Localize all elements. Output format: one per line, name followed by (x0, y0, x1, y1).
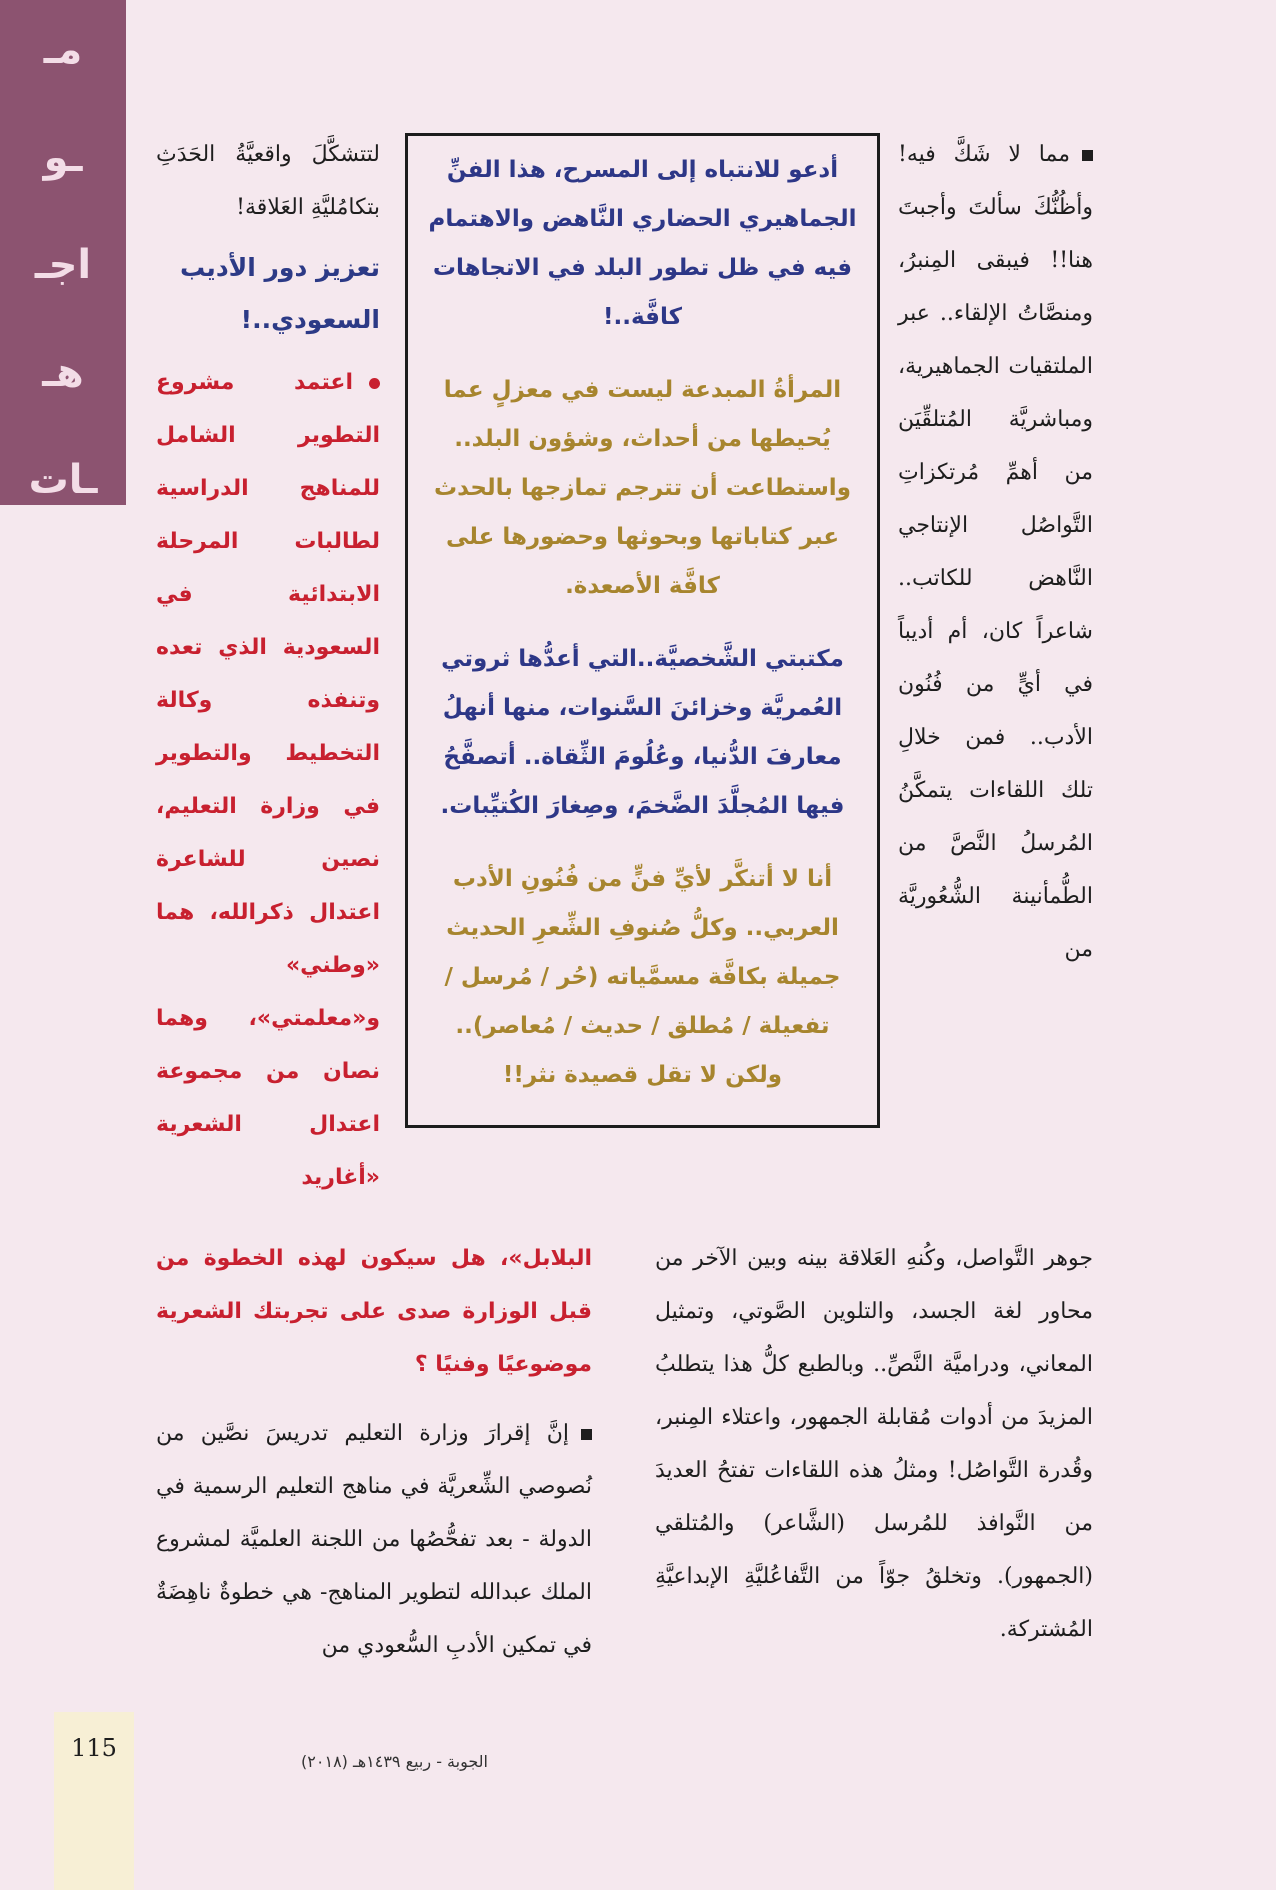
square-bullet-icon (1082, 150, 1093, 161)
section-heading: تعزيز دور الأديب السعودي..! (179, 253, 380, 334)
section-letter: اجـ (34, 242, 92, 288)
quote-women: المرأةُ المبدعة ليست في معزلٍ عما يُحيطها من أحداث، وشؤون البلد.. واستطاعت أن تترجم تمازجها بالحدث عبر كتاباتها وبحوثها وحضورها على كافَّة الأصعدة. (434, 377, 851, 599)
interview-question: اعتمد مشروع التطوير الشامل للمناهج الدراسية لطالبات المرحلة الابتدائية في السعودية الذي تعده وتنفذه وكالة التخطيط والتطوير في وزارة التعليم، نصين للشاعرة اعتدال ذكرالله، هما «وطني» و«معلمتي»، وهما نصان من مجموعة اعتدال الشعرية «أغاريد (156, 370, 380, 1190)
issue-info: الجوبة - ربيع ١٤٣٩هـ (٢٠١٨) (301, 1752, 488, 1771)
right-column-text: مما لا شَكَّ فيه! وأظُنُّكَ سألتَ وأجبتَ هنا!! فيبقى المِنبرُ، ومنصَّاتُ الإلقاء.. عبر الملتقيات الجماهيرية، ومباشريَّة المُتلقِّيَن من أهمِّ مُرتكزاتِ التَّواصُل الإنتاجي النَّاهض للكاتب.. شاعراً كان، أم أديباً في أيٍّ من فُنُون الأدب.. فمن خلالِ تلك اللقاءات يتمكَّنُ المُرسلُ النَّصَّ من الطُّمأنينة الشُّعُوريَّة من (898, 142, 1093, 962)
right-column (898, 128, 1093, 976)
section-letter: ـو (43, 134, 83, 181)
section-letter: مـ (43, 27, 83, 73)
interview-answer: إنَّ إقرارَ وزارة التعليم تدريسَ نصَّين من نُصوصي الشِّعريَّة في مناهج التعليم الرسمية في الدولة - بعد تفحُّصُها من اللجنة العلميَّة لمشروع الملك عبدالله لتطوير المناهج- هي خطوةٌ ناهِضَةٌ في تمكين الأدبِ السُّعودي من (156, 1421, 592, 1658)
page-number: 115 (71, 1734, 117, 1762)
section-letter: هـ (42, 349, 84, 396)
left-bottom-column (156, 1407, 592, 1672)
quote-poetry: أنا لا أتنكَّر لأيِّ فنٍّ من فُنُونِ الأدب العربي.. وكلُّ صُنوفِ الشِّعرِ الحديث جميلة بكافَّة مسمَّياته (حُر / مُرسل / تفعيلة / مُطلق / حديث / مُعاصر).. ولكن لا تقل قصيدة نثر!! (444, 866, 841, 1088)
quote-library: مكتبتي الشَّخصيَّة..التي أعدُّها ثروتي العُمريَّة وخزائنَ السَّنوات، منها أنهلُ معارفَ الدُّنيا، وعُلُومَ الثِّقاة.. أتصفَّحُ فيها المُجلَّدَ الضَّخمَ، وصِغارَ الكُتيِّبات. (440, 646, 845, 819)
section-title-vertical (28, 27, 98, 503)
left-intro-text: لتتشكَّلَ واقعيَّةُ الحَدَثِ بتكامُليَّةِ العَلاقة! (156, 142, 380, 220)
left-column-top (156, 128, 380, 1204)
page-edge (1276, 0, 1284, 1890)
question-continuation (156, 1232, 592, 1391)
section-letter: ـات (28, 457, 98, 503)
square-bullet-icon (581, 1429, 592, 1440)
middle-bottom-column (655, 1232, 1093, 1656)
pull-quote-box (405, 133, 880, 1128)
middle-bottom-text: جوهر التَّواصل، وكُنهِ العَلاقة بينه وبين الآخر من محاور لغة الجسد، والتلوين الصَّوتي، وتمثيل المعاني، ودراميَّة النَّصِّ.. وبالطبع كلُّ هذا يتطلبُ المزيدَ من أدوات مُقابلة الجمهور، واعتلاء المِنبر، وقُدرة التَّواصُل! ومثلُ هذه اللقاءات تفتحُ العديدَ من النَّوافذ للمُرسل (الشَّاعر) والمُتلقي (الجمهور). وتخلقُ جوّاً من التَّفاعُليَّةِ الإبداعيَّةِ المُشتركة. (655, 1246, 1093, 1642)
red-bullet-icon (369, 378, 380, 389)
interview-question-cont: البلابل»، هل سيكون لهذه الخطوة من قبل الوزارة صدى على تجربتك الشعرية موضوعيًا وفنيًا ؟ (156, 1246, 592, 1377)
section-tab (0, 0, 126, 505)
quote-theatre: أدعو للانتباه إلى المسرح، هذا الفنِّ الجماهيري الحضاري النَّاهض والاهتمام فيه في ظل تطور البلد في الاتجاهات كافَّة..! (428, 157, 857, 330)
